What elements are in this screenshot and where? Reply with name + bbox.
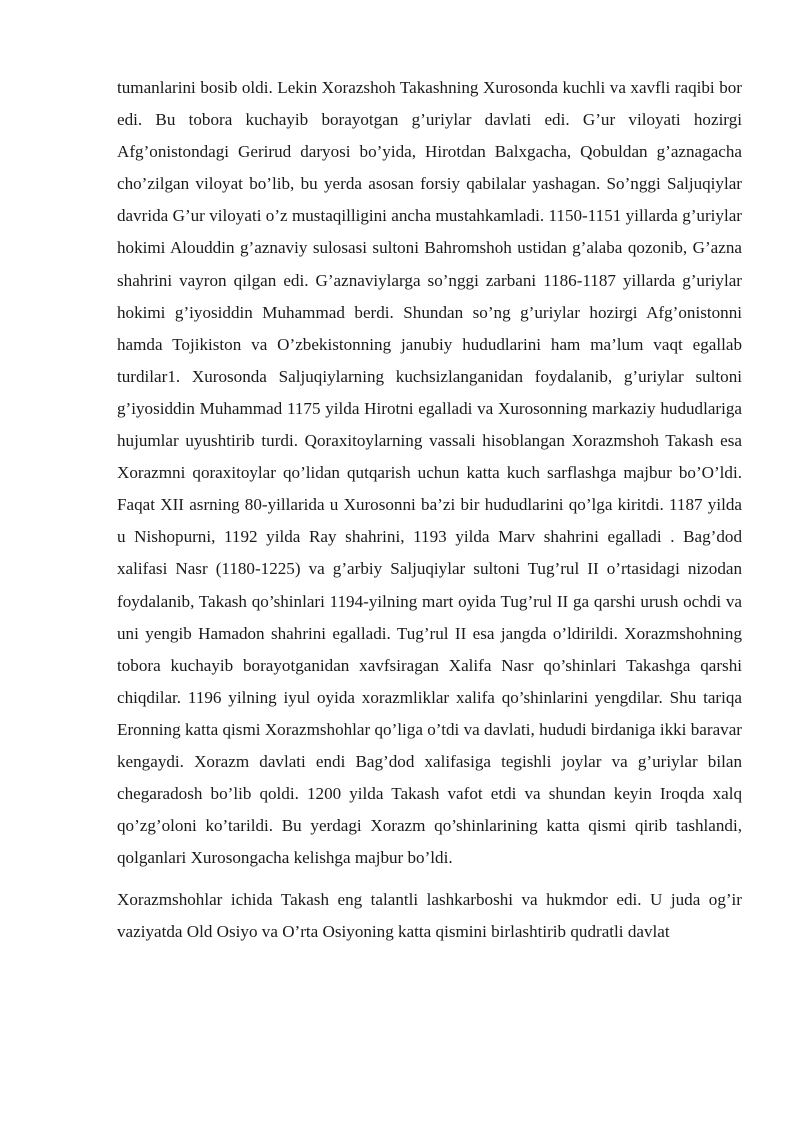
paragraph: Xorazmshohlar ichida Takash eng talantli lashkarboshi va hukmdor edi. U juda og’ir vaziyatda Old Osiyo va O’rta Osiyoning katta qismini birlashtirib qudratli davlat: [117, 890, 742, 942]
paragraph: tumanlarini bosib oldi. Lekin Xorazshoh Takashning Xurosonda kuchli va xavfli raqibi bor edi. Bu tobora kuchayib borayotgan g’uriylar davlati edi. G’ur viloyati hozirgi Afg’onistondagi Gerirud daryosi bo’yida, Hirotdan Balxgacha, Qobuldan g’aznagacha cho’zilgan viloyat bo’lib, bu yerda asosan forsiy qabilalar yashagan. So’nggi Saljuqiylar davrida G’ur viloyati o’z mustaqilligini ancha mustahkamladi. 1150-1151 yillarda g’uriylar hokimi Alouddin g’aznaviy sulosasi sultoni Bahromshoh ustidan g’alaba qozonib, G’azna shahrini vayron qilgan edi. G’aznaviylarga so’nggi zarbani 1186-1187 yillarda g’uriylar hokimi g’iyosiddin Muhammad berdi. Shundan so’ng g’uriylar hozirgi Afg’onistonni hamda Tojikiston va O’zbekistonning janubiy hududlarini ham ma’lum vaqt egallab turdilar1. Xurosonda Saljuqiylarning kuchsizlanganidan foydalanib, g’uriylar sultoni g’iyosiddin Muhammad 1175 yilda Hirotni egalladi va Xurosonning markaziy hududlariga hujumlar uyushtirib turdi. Qoraxitoylarning vassali hisoblangan Xorazmshoh Takash esa Xorazmni qoraxitoylar qo’lidan qutqarish uchun katta kuch sarflashga majbur bo’O’ldi. Faqat XII asrning 80-yillarida u Xurosonni ba’zi bir hududlarini qo’lga kiritdi. 1187 yilda u Nishopurni, 1192 yilda Ray shahrini, 1193 yilda Marv shahrini egalladi . Bag’dod xalifasi Nasr (1180-1225) va g’arbiy Saljuqiylar sultoni Tug’rul II o’rtasidagi nizodan foydalanib, Takash qo’shinlari 1194-yilning mart oyida Tug’rul II ga qarshi urush ochdi va uni yengib Hamadon shahrini egalladi. Tug’rul II esa jangda o’ldirildi. Xorazmshohning tobora kuchayib borayotganidan xavfsiragan Xalifa Nasr qo’shinlari Takashga qarshi chiqdilar. 1196 yilning iyul oyida xorazmliklar xalifa qo’shinlarini yengdilar. Shu tariqa Eronning katta qismi Xorazmshohlar qo’liga o’tdi va davlati, hududi birdaniga ikki baravar kengaydi. Xorazm davlati endi Bag’dod xalifasiga tegishli joylar va g’uriylar bilan chegaradosh bo’lib qoldi. 1200 yilda Takash vafot etdi va shundan keyin Iroqda xalq qo’zg’oloni ko’tarildi. Bu yerdagi Xorazm qo’shinlarining katta qismi qirib tashlandi, qolganlari Xurosongacha kelishga majbur bo’ldi.: [117, 78, 742, 868]
document-body: [117, 72, 742, 949]
